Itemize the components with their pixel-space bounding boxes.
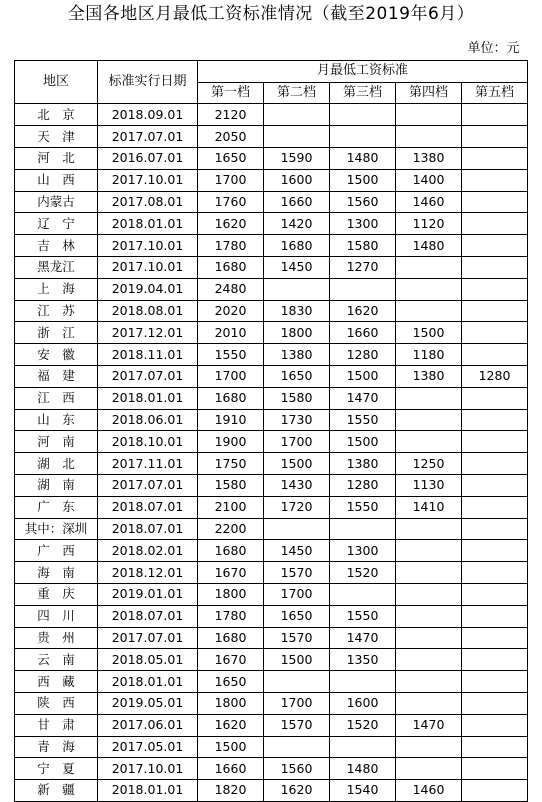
cell-date: 2018.10.01 <box>98 431 198 453</box>
cell-tier-2: 1600 <box>264 169 330 191</box>
cell-region: 黑龙江 <box>15 256 98 278</box>
cell-tier-1: 1660 <box>198 758 264 780</box>
cell-tier-2 <box>264 126 330 148</box>
cell-tier-1: 2480 <box>198 278 264 300</box>
cell-tier-4 <box>396 649 462 671</box>
table-row <box>15 627 528 649</box>
cell-tier-4 <box>396 692 462 714</box>
cell-tier-5 <box>462 714 528 736</box>
cell-region: 陕 西 <box>15 692 98 714</box>
cell-tier-5 <box>462 562 528 584</box>
cell-region: 西 藏 <box>15 671 98 693</box>
table-row <box>15 649 528 671</box>
cell-tier-4: 1460 <box>396 191 462 213</box>
cell-tier-1: 1680 <box>198 387 264 409</box>
cell-region: 北 京 <box>15 104 98 126</box>
cell-date: 2017.12.01 <box>98 322 198 344</box>
cell-date: 2016.07.01 <box>98 147 198 169</box>
cell-tier-3 <box>330 671 396 693</box>
cell-tier-4 <box>396 605 462 627</box>
cell-region: 吉 林 <box>15 235 98 257</box>
cell-region: 河 北 <box>15 147 98 169</box>
cell-tier-5 <box>462 605 528 627</box>
cell-tier-1: 1620 <box>198 213 264 235</box>
cell-tier-1: 1670 <box>198 562 264 584</box>
table-row <box>15 431 528 453</box>
cell-tier-3 <box>330 126 396 148</box>
cell-tier-5 <box>462 409 528 431</box>
cell-tier-3: 1470 <box>330 627 396 649</box>
cell-tier-4: 1470 <box>396 714 462 736</box>
cell-tier-1: 2050 <box>198 126 264 148</box>
table-row <box>15 256 528 278</box>
cell-tier-2 <box>264 518 330 540</box>
table-row <box>15 147 528 169</box>
cell-tier-2: 1700 <box>264 583 330 605</box>
table-row <box>15 300 528 322</box>
cell-tier-3 <box>330 104 396 126</box>
cell-region: 辽 宁 <box>15 213 98 235</box>
cell-date: 2017.10.01 <box>98 758 198 780</box>
cell-tier-3: 1300 <box>330 540 396 562</box>
table-row <box>15 126 528 148</box>
cell-region: 浙 江 <box>15 322 98 344</box>
cell-date: 2017.07.01 <box>98 627 198 649</box>
cell-region: 湖 北 <box>15 453 98 475</box>
cell-tier-1: 2200 <box>198 518 264 540</box>
wage-table <box>14 39 528 802</box>
table-row <box>15 540 528 562</box>
cell-date: 2018.07.01 <box>98 518 198 540</box>
cell-tier-3: 1350 <box>330 649 396 671</box>
cell-tier-4 <box>396 518 462 540</box>
cell-region: 云 南 <box>15 649 98 671</box>
cell-tier-2: 1560 <box>264 758 330 780</box>
cell-region: 福 建 <box>15 365 98 387</box>
table-row <box>15 409 528 431</box>
cell-tier-4: 1180 <box>396 344 462 366</box>
cell-tier-2: 1680 <box>264 235 330 257</box>
table-row <box>15 714 528 736</box>
cell-tier-4 <box>396 126 462 148</box>
cell-region: 山 东 <box>15 409 98 431</box>
cell-tier-4: 1410 <box>396 496 462 518</box>
cell-tier-4: 1130 <box>396 474 462 496</box>
table-row <box>15 365 528 387</box>
cell-tier-5 <box>462 583 528 605</box>
cell-tier-5 <box>462 191 528 213</box>
cell-tier-1: 1910 <box>198 409 264 431</box>
cell-region: 甘 肃 <box>15 714 98 736</box>
cell-tier-1: 1800 <box>198 583 264 605</box>
table-row <box>15 213 528 235</box>
cell-tier-4 <box>396 409 462 431</box>
cell-tier-4: 1480 <box>396 235 462 257</box>
cell-date: 2017.07.01 <box>98 126 198 148</box>
cell-tier-5 <box>462 213 528 235</box>
cell-tier-2: 1570 <box>264 562 330 584</box>
cell-tier-3: 1520 <box>330 562 396 584</box>
table-row <box>15 605 528 627</box>
cell-tier-1: 1500 <box>198 736 264 758</box>
cell-tier-3: 1520 <box>330 714 396 736</box>
cell-region: 四 川 <box>15 605 98 627</box>
cell-date: 2017.07.01 <box>98 365 198 387</box>
cell-tier-3: 1540 <box>330 780 396 802</box>
cell-region: 新 疆 <box>15 780 98 802</box>
cell-tier-4: 1400 <box>396 169 462 191</box>
cell-tier-1: 1620 <box>198 714 264 736</box>
cell-tier-3: 1500 <box>330 169 396 191</box>
cell-tier-3: 1480 <box>330 147 396 169</box>
table-row <box>15 235 528 257</box>
cell-date: 2018.09.01 <box>98 104 198 126</box>
cell-tier-3: 1580 <box>330 235 396 257</box>
header-tier-3: 第三档 <box>330 82 396 104</box>
cell-tier-5 <box>462 649 528 671</box>
cell-tier-2: 1730 <box>264 409 330 431</box>
cell-tier-5 <box>462 758 528 780</box>
cell-tier-4 <box>396 387 462 409</box>
cell-tier-1: 1650 <box>198 147 264 169</box>
cell-tier-4 <box>396 627 462 649</box>
cell-tier-1: 1760 <box>198 191 264 213</box>
cell-tier-3 <box>330 278 396 300</box>
cell-tier-2: 1430 <box>264 474 330 496</box>
cell-tier-4 <box>396 300 462 322</box>
cell-region: 江 西 <box>15 387 98 409</box>
cell-tier-3: 1500 <box>330 365 396 387</box>
cell-tier-3: 1470 <box>330 387 396 409</box>
cell-region: 河 南 <box>15 431 98 453</box>
table-row <box>15 671 528 693</box>
cell-tier-2 <box>264 278 330 300</box>
cell-date: 2019.01.01 <box>98 583 198 605</box>
cell-tier-1: 1550 <box>198 344 264 366</box>
cell-tier-2: 1450 <box>264 256 330 278</box>
cell-tier-3: 1380 <box>330 453 396 475</box>
unit-row <box>15 39 528 60</box>
table-row <box>15 518 528 540</box>
cell-date: 2019.05.01 <box>98 692 198 714</box>
cell-tier-4 <box>396 671 462 693</box>
cell-tier-5 <box>462 104 528 126</box>
cell-tier-5 <box>462 322 528 344</box>
cell-date: 2018.07.01 <box>98 496 198 518</box>
cell-date: 2018.01.01 <box>98 780 198 802</box>
cell-tier-1: 1820 <box>198 780 264 802</box>
cell-date: 2017.05.01 <box>98 736 198 758</box>
cell-tier-1: 1900 <box>198 431 264 453</box>
cell-tier-2 <box>264 736 330 758</box>
table-row <box>15 191 528 213</box>
header-tier-1: 第一档 <box>198 82 264 104</box>
cell-region: 上 海 <box>15 278 98 300</box>
header-tier-5: 第五档 <box>462 82 528 104</box>
cell-tier-3 <box>330 518 396 540</box>
cell-region: 宁 夏 <box>15 758 98 780</box>
table-row <box>15 453 528 475</box>
cell-tier-1: 1700 <box>198 365 264 387</box>
table-row <box>15 474 528 496</box>
table-body <box>15 39 528 801</box>
cell-tier-2: 1700 <box>264 431 330 453</box>
cell-tier-5 <box>462 671 528 693</box>
cell-tier-5 <box>462 627 528 649</box>
cell-tier-1: 2120 <box>198 104 264 126</box>
cell-tier-4 <box>396 736 462 758</box>
cell-tier-2: 1590 <box>264 147 330 169</box>
table-row <box>15 387 528 409</box>
cell-tier-4 <box>396 562 462 584</box>
cell-tier-2: 1620 <box>264 780 330 802</box>
table-row <box>15 583 528 605</box>
cell-tier-4 <box>396 104 462 126</box>
cell-tier-2: 1660 <box>264 191 330 213</box>
cell-tier-1: 1580 <box>198 474 264 496</box>
cell-tier-4: 1250 <box>396 453 462 475</box>
cell-tier-2: 1420 <box>264 213 330 235</box>
cell-tier-1: 1680 <box>198 627 264 649</box>
cell-tier-3: 1280 <box>330 474 396 496</box>
header-region: 地区 <box>15 60 98 104</box>
cell-tier-2: 1570 <box>264 627 330 649</box>
cell-tier-4 <box>396 540 462 562</box>
table-row <box>15 344 528 366</box>
table-row <box>15 692 528 714</box>
cell-region: 山 西 <box>15 169 98 191</box>
header-date: 标准实行日期 <box>98 60 198 104</box>
cell-tier-1: 2020 <box>198 300 264 322</box>
cell-tier-3: 1550 <box>330 605 396 627</box>
cell-tier-4 <box>396 431 462 453</box>
cell-date: 2017.07.01 <box>98 474 198 496</box>
cell-region: 安 徽 <box>15 344 98 366</box>
table-row <box>15 169 528 191</box>
header-row-1 <box>15 60 528 82</box>
cell-tier-3: 1280 <box>330 344 396 366</box>
table-row <box>15 278 528 300</box>
cell-date: 2017.10.01 <box>98 169 198 191</box>
cell-tier-1: 1700 <box>198 169 264 191</box>
cell-date: 2018.12.01 <box>98 562 198 584</box>
cell-region: 重 庆 <box>15 583 98 605</box>
cell-tier-5 <box>462 235 528 257</box>
cell-tier-1: 2010 <box>198 322 264 344</box>
table-row <box>15 104 528 126</box>
cell-tier-2: 1450 <box>264 540 330 562</box>
cell-tier-2: 1700 <box>264 692 330 714</box>
cell-region: 海 南 <box>15 562 98 584</box>
cell-date: 2018.07.01 <box>98 605 198 627</box>
cell-tier-2: 1650 <box>264 605 330 627</box>
cell-tier-1: 1650 <box>198 671 264 693</box>
cell-tier-3 <box>330 736 396 758</box>
cell-tier-3: 1270 <box>330 256 396 278</box>
cell-tier-4: 1380 <box>396 365 462 387</box>
cell-date: 2018.01.01 <box>98 213 198 235</box>
cell-tier-4 <box>396 256 462 278</box>
cell-tier-5 <box>462 126 528 148</box>
cell-date: 2017.08.01 <box>98 191 198 213</box>
table-row <box>15 496 528 518</box>
cell-tier-3: 1560 <box>330 191 396 213</box>
table-row <box>15 322 528 344</box>
cell-date: 2018.11.01 <box>98 344 198 366</box>
cell-tier-2: 1500 <box>264 649 330 671</box>
cell-region: 青 海 <box>15 736 98 758</box>
cell-tier-4 <box>396 758 462 780</box>
cell-region: 其中：深圳 <box>15 518 98 540</box>
cell-tier-5 <box>462 736 528 758</box>
cell-tier-4 <box>396 278 462 300</box>
cell-tier-4: 1120 <box>396 213 462 235</box>
cell-tier-2: 1380 <box>264 344 330 366</box>
table-row <box>15 780 528 802</box>
cell-date: 2018.05.01 <box>98 649 198 671</box>
cell-tier-1: 1800 <box>198 692 264 714</box>
document-title: 全国各地区月最低工资标准情况（截至2019年6月） <box>67 4 475 24</box>
cell-tier-3: 1480 <box>330 758 396 780</box>
cell-tier-1: 2100 <box>198 496 264 518</box>
cell-tier-3: 1660 <box>330 322 396 344</box>
cell-tier-1: 1780 <box>198 235 264 257</box>
cell-date: 2017.10.01 <box>98 235 198 257</box>
cell-tier-5 <box>462 147 528 169</box>
cell-tier-1: 1750 <box>198 453 264 475</box>
cell-tier-5 <box>462 780 528 802</box>
cell-region: 天 津 <box>15 126 98 148</box>
cell-tier-5 <box>462 496 528 518</box>
cell-tier-3: 1600 <box>330 692 396 714</box>
cell-date: 2018.02.01 <box>98 540 198 562</box>
cell-tier-2: 1580 <box>264 387 330 409</box>
cell-tier-4: 1500 <box>396 322 462 344</box>
cell-tier-4 <box>396 583 462 605</box>
unit-label: 单位：元 <box>467 41 520 57</box>
cell-tier-3 <box>330 583 396 605</box>
cell-tier-5 <box>462 300 528 322</box>
cell-tier-5 <box>462 278 528 300</box>
cell-tier-2: 1830 <box>264 300 330 322</box>
table-row <box>15 736 528 758</box>
cell-date: 2018.08.01 <box>98 300 198 322</box>
cell-tier-5 <box>462 256 528 278</box>
cell-region: 内蒙古 <box>15 191 98 213</box>
cell-tier-2: 1570 <box>264 714 330 736</box>
header-group: 月最低工资标准 <box>198 60 528 82</box>
cell-tier-3: 1550 <box>330 409 396 431</box>
cell-tier-5 <box>462 169 528 191</box>
cell-tier-1: 1670 <box>198 649 264 671</box>
cell-tier-1: 1680 <box>198 256 264 278</box>
cell-tier-4: 1380 <box>396 147 462 169</box>
cell-tier-5 <box>462 453 528 475</box>
cell-date: 2017.06.01 <box>98 714 198 736</box>
cell-date: 2017.10.01 <box>98 256 198 278</box>
cell-tier-2: 1800 <box>264 322 330 344</box>
cell-tier-3: 1550 <box>330 496 396 518</box>
cell-region: 江 苏 <box>15 300 98 322</box>
cell-tier-5 <box>462 431 528 453</box>
cell-tier-2: 1650 <box>264 365 330 387</box>
table-row <box>15 758 528 780</box>
cell-tier-5 <box>462 692 528 714</box>
header-tier-4: 第四档 <box>396 82 462 104</box>
cell-region: 广 东 <box>15 496 98 518</box>
cell-tier-5 <box>462 540 528 562</box>
cell-tier-3: 1620 <box>330 300 396 322</box>
cell-date: 2018.06.01 <box>98 409 198 431</box>
cell-tier-5 <box>462 474 528 496</box>
cell-tier-5 <box>462 518 528 540</box>
cell-tier-5 <box>462 344 528 366</box>
cell-tier-5: 1280 <box>462 365 528 387</box>
header-tier-2: 第二档 <box>264 82 330 104</box>
cell-tier-1: 1780 <box>198 605 264 627</box>
cell-tier-2: 1500 <box>264 453 330 475</box>
cell-tier-2 <box>264 671 330 693</box>
cell-tier-3: 1500 <box>330 431 396 453</box>
cell-date: 2018.01.01 <box>98 387 198 409</box>
table-row <box>15 562 528 584</box>
cell-date: 2017.11.01 <box>98 453 198 475</box>
cell-tier-3: 1300 <box>330 213 396 235</box>
cell-date: 2019.04.01 <box>98 278 198 300</box>
cell-region: 广 西 <box>15 540 98 562</box>
cell-tier-1: 1680 <box>198 540 264 562</box>
cell-tier-4: 1460 <box>396 780 462 802</box>
cell-tier-5 <box>462 387 528 409</box>
cell-region: 贵 州 <box>15 627 98 649</box>
cell-tier-2 <box>264 104 330 126</box>
cell-tier-2: 1720 <box>264 496 330 518</box>
cell-region: 湖 南 <box>15 474 98 496</box>
cell-date: 2018.01.01 <box>98 671 198 693</box>
